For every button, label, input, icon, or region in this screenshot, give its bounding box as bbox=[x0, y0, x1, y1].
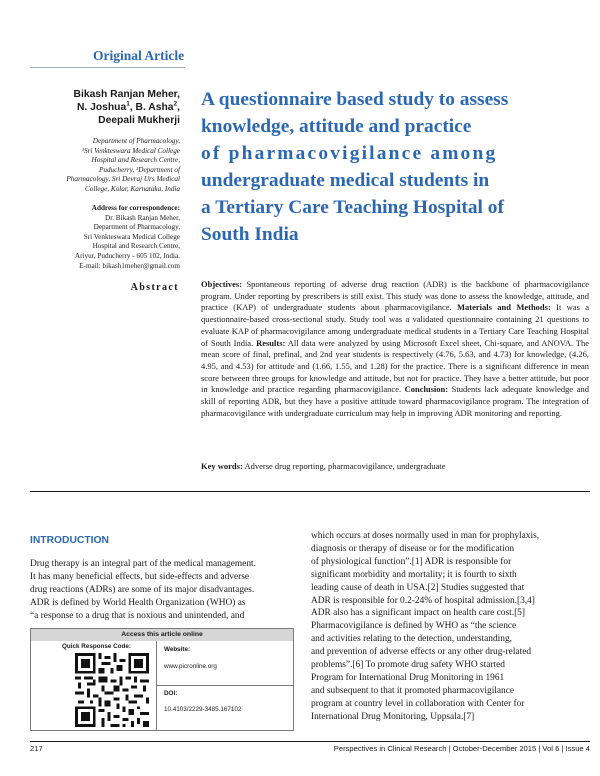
author-name: Bikash Ranjan Meher, bbox=[73, 89, 180, 100]
title-line: knowledge, attitude and practice bbox=[201, 116, 472, 137]
correspondence-heading: Address for correspondence: bbox=[91, 204, 180, 212]
text-line: ADR is defined by World Health Organization (WHO) as bbox=[30, 597, 246, 608]
text-line: Pharmacovigilance is defined by WHO as “the science bbox=[311, 621, 517, 632]
text-line: ADR is responsible for 0.2-24% of hospital admission.[3,4] bbox=[311, 595, 535, 606]
text-line: ADR also has a significant impact on health care cost.[5] bbox=[311, 608, 525, 619]
affiliation-line: College, Kolar, Karnataka, India bbox=[84, 184, 180, 193]
author-name: N. Joshua bbox=[76, 102, 127, 113]
article-type-label: Original Article bbox=[93, 48, 185, 63]
methods-label: Materials and Methods: bbox=[457, 302, 551, 313]
objectives-text: Spontaneous reporting of adverse drug reaction (ADR) is the backbone of pharmacovigilance program. Under reporting by prescribers is still exist. This study was done to assess the knowledge, attitude, and practice (KAP) of undergraduate students about pharmacovigilance. bbox=[201, 279, 589, 313]
text-line: leading cause of death in USA.[2] Studies suggested that bbox=[311, 582, 525, 593]
affiliation-line: Hospital and Research Centre, bbox=[91, 156, 180, 165]
author-separator: , bbox=[177, 102, 180, 113]
methods-text: It was a questionnaire-based cross-sectional study. Study tool was a validated questionnaire containing 21 questions to evaluate KAP of pharmacovigilance among undergraduate medical students in a Tertiary Care Teaching Hospital of South India. bbox=[201, 302, 589, 348]
right-column-text bbox=[311, 530, 590, 724]
text-line: It has many beneficial effects, but side-effects and adverse bbox=[30, 571, 250, 582]
box-horizontal-divider bbox=[156, 685, 293, 686]
section-divider bbox=[30, 491, 590, 492]
address-line: Ariyur, Puducherry - 605 102, India. bbox=[74, 251, 180, 260]
results-label: Results: bbox=[256, 337, 286, 348]
text-line: and prevention of adverse effects or any other drug-related bbox=[311, 647, 532, 658]
author-name: , B. Asha bbox=[129, 102, 174, 113]
footer-rule bbox=[30, 741, 590, 742]
text-line: drug reactions (ADRs) are some of its major disadvantages. bbox=[30, 584, 255, 595]
correspondence-address bbox=[30, 204, 180, 271]
email-link[interactable]: E-mail: bikash1meher@gmail.com bbox=[79, 261, 180, 270]
text-line: International Drug Monitoring, Uppsala.[7] bbox=[311, 711, 475, 722]
doi-link[interactable]: 10.4103/2229-3485.167102 bbox=[164, 706, 242, 713]
author-list bbox=[30, 88, 180, 127]
text-line: Program for International Drug Monitoring in 1961 bbox=[311, 672, 505, 683]
qr-code-label: Quick Response Code: bbox=[62, 643, 131, 650]
results-text: All data were analyzed by using Microsoft Excel sheet, Chi-square, and ANOVA. The mean score of final, prefinal, and 2nd year students is respectively (4.76, 5.63, and 4.73) for knowledge, (4.26, 4.95, and 4.53) for attitude and (1.66, 1.55, and 1.28) for the practice. There is a significant difference in mean score between three groups for knowledge and attitude, but not for practice. They have a better attitude, but poor in knowledge and practice regarding pharmacovigilance. bbox=[201, 337, 590, 395]
keywords-text: Adverse drug reporting, pharmacovigilance, undergraduate bbox=[242, 461, 446, 471]
affiliation-line: Pharmacology, Sri Devraj Urs Medical bbox=[66, 175, 180, 184]
abstract-label: Abstract bbox=[130, 282, 179, 293]
title-line: A questionnaire based study to assess bbox=[201, 89, 509, 110]
text-line: which occurs at doses normally used in man for prophylaxis, bbox=[311, 531, 540, 541]
objectives-label: Objectives: bbox=[201, 279, 243, 289]
website-link[interactable]: www.picronline.org bbox=[164, 663, 217, 670]
affiliation-line: Puducherry, ²Department of bbox=[98, 165, 180, 174]
text-line: and activities relating to the detection, understanding, bbox=[311, 634, 512, 645]
conclusion-text: Students lack adequate knowledge and skill of reporting ADR, but they have a positive attitude toward pharmacovigilance program. The integration of pharmacovigilance with undergraduate curriculum may help in improving ADR monitoring and reporting. bbox=[201, 384, 589, 418]
address-line: Hospital and Research Centre, bbox=[92, 242, 180, 251]
affiliation-line: Department of Pharmacology, bbox=[92, 137, 180, 145]
abstract-body bbox=[201, 279, 589, 419]
title-line: undergraduate medical students in bbox=[201, 170, 490, 191]
keywords-label: Key words: bbox=[201, 461, 243, 471]
qr-code-icon[interactable] bbox=[75, 653, 149, 727]
affiliation-line: ¹Sri Venkteswara Medical College bbox=[81, 146, 180, 155]
text-line: and subsequent to that it promoted pharmacovigilance bbox=[311, 685, 515, 696]
text-line: significant morbidity and mortality; it is fourth to sixth bbox=[311, 569, 517, 580]
title-line: South India bbox=[201, 224, 299, 245]
text-line: program at country level in collaboration with Center for bbox=[311, 698, 525, 709]
author-line-3 bbox=[30, 114, 180, 127]
text-line: “a response to a drug that is noxious and unintended, and bbox=[30, 610, 245, 621]
left-column-text bbox=[30, 558, 292, 623]
introduction-heading: INTRODUCTION bbox=[30, 535, 109, 546]
text-line: diagnosis or therapy of disease or for the modification bbox=[311, 543, 515, 554]
doi-label: DOI: bbox=[164, 690, 178, 697]
keywords bbox=[201, 461, 589, 473]
author-line-1 bbox=[30, 88, 180, 101]
access-box-header: Access this article online bbox=[31, 629, 293, 641]
affiliation-marker: 1 bbox=[126, 100, 130, 108]
text-line: problems”.[6] To promote drug safety WHO started bbox=[311, 660, 505, 671]
text-line: of physiological function”.[1] ADR is responsible for bbox=[311, 556, 512, 567]
article-title bbox=[201, 86, 591, 248]
author-line-2 bbox=[30, 101, 180, 114]
journal-info: Perspectives in Clinical Research | October-December 2015 | Vol 6 | Issue 4 bbox=[333, 744, 590, 753]
header-rule bbox=[30, 67, 185, 68]
conclusion-label: Conclusion: bbox=[404, 384, 449, 395]
affiliations bbox=[30, 137, 180, 195]
title-line: of pharmacovigilance among bbox=[201, 143, 498, 164]
author-name: Deepali Mukherji bbox=[98, 115, 180, 126]
title-line: a Tertiary Care Teaching Hospital of bbox=[201, 197, 504, 218]
address-line: Department of Pharmacology, bbox=[93, 223, 180, 232]
affiliation-marker: 2 bbox=[173, 100, 178, 108]
access-online-box bbox=[30, 628, 294, 731]
address-line: Dr. Bikash Ranjan Meher, bbox=[105, 213, 180, 222]
text-line: Drug therapy is an integral part of the medical management. bbox=[30, 559, 256, 569]
address-line: Sri Venkteswara Medical College bbox=[83, 232, 180, 241]
website-label: Website: bbox=[164, 646, 191, 653]
page-number: 217 bbox=[30, 744, 43, 753]
